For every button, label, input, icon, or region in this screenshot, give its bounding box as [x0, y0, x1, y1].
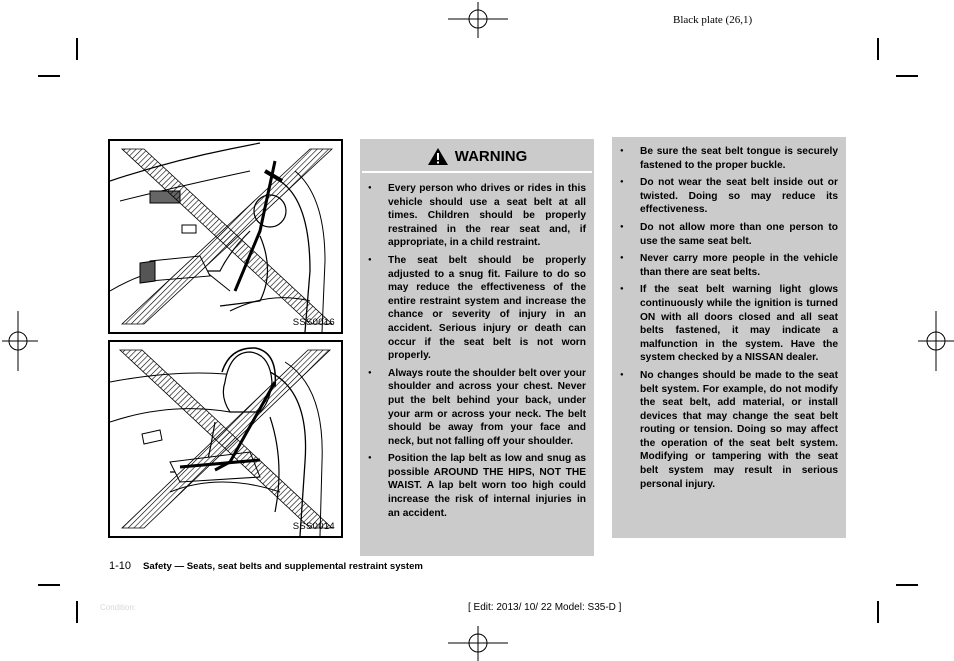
figure-code: SSS0016 [292, 317, 335, 328]
figure-code: SSS0014 [292, 521, 335, 532]
list-item: ● Position the lap belt as low and snug as possible AROUND THE HIPS, NOT THE WAIST. A lap belt worn too high could increase the risk of internal injuries in an accident. [360, 452, 586, 520]
list-item: ● Every person who drives or rides in this vehicle should use a seat belt at all times. Children should be properly restrained in the rear seat and, if appropriate, in a child restraint. [360, 182, 586, 250]
figure-incorrect-belt-under-arm [108, 139, 343, 334]
crop-mark [38, 75, 60, 77]
crop-mark [877, 601, 879, 623]
warning-list [360, 182, 586, 524]
edit-info: [ Edit: 2013/ 10/ 22 Model: S35-D ] [468, 602, 622, 613]
figure-incorrect-belt-placement [108, 340, 343, 538]
warning-triangle-icon [427, 147, 449, 166]
list-item: ● The seat belt should be properly adjusted to a snug fit. Failure to do so may reduce the effectiveness of the entire restraint system and increase the chance or severity of injury in an accident. Serious injury or death can occur if the seat belt is not worn properly. [360, 254, 586, 363]
page-number: 1-10 [109, 560, 132, 572]
warning-continued-panel [612, 137, 846, 538]
crop-mark [896, 584, 918, 586]
crop-mark [76, 38, 78, 60]
page-footer [109, 560, 423, 572]
warning-panel [360, 139, 594, 556]
list-item: ● Always route the shoulder belt over your shoulder and across your chest. Never put the belt behind your back, under your arm or across your neck. The belt should be away from your face and neck, but not falling off your shoulder. [360, 367, 586, 449]
registration-mark-left [2, 311, 38, 371]
warning-header [362, 141, 592, 173]
warning-title: WARNING [454, 147, 528, 165]
section-title: Safety — Seats, seat belts and supplemental restraint system [143, 561, 423, 572]
warning-list-continued [612, 145, 838, 495]
list-item: ● If the seat belt warning light glows continuously while the ignition is turned ON with all doors closed and all seat belts fastened, it may indicate a malfunction in the system. Have the system checked by a NISSAN dealer. [612, 283, 838, 365]
condition-label: Condition: [100, 603, 137, 612]
plate-label: Black plate (26,1) [673, 14, 753, 26]
crop-mark [877, 38, 879, 60]
registration-mark-right [918, 311, 954, 371]
crop-mark [76, 601, 78, 623]
list-item: ● Do not allow more than one person to use the same seat belt. [612, 221, 838, 248]
list-item: ● Do not wear the seat belt inside out or twisted. Doing so may reduce its effectiveness. [612, 176, 838, 217]
crop-mark [38, 584, 60, 586]
crop-mark [896, 75, 918, 77]
list-item: ● No changes should be made to the seat belt system. For example, do not modify the seat belt, add material, or install devices that may change the seat belt routing or tension. Doing so may affect the operation of the seat belt system. Modifying or tampering with the seat belt system may result in serious personal injury. [612, 369, 838, 491]
list-item: ● Be sure the seat belt tongue is securely fastened to the proper buckle. [612, 145, 838, 172]
registration-mark-bottom [448, 626, 508, 661]
seat-belt-illustration [110, 342, 341, 536]
seat-belt-illustration [110, 141, 341, 332]
list-item: ● Never carry more people in the vehicle than there are seat belts. [612, 252, 838, 279]
registration-mark-top [448, 2, 508, 38]
